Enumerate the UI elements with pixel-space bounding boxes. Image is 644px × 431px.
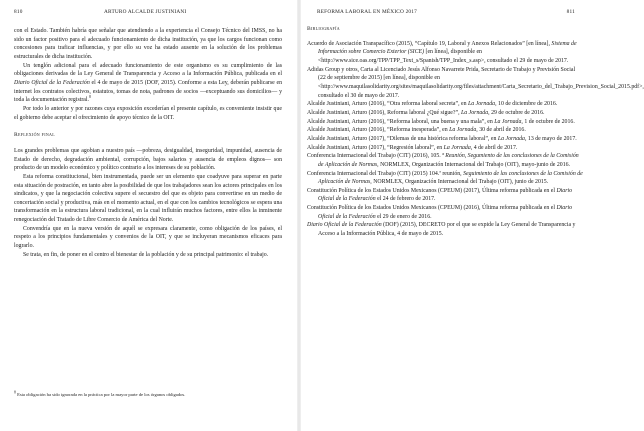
footnote-text: Esta obligación ha sido ignorada en la práctica por la mayor parte de los órganos obligados. [17,392,186,397]
entry-text: Constitución Política de los Estados Unidos Mexicanos (CPEUM) (2016), Última reforma publicada en el [307,205,557,212]
footnote-marker: 8 [88,95,91,100]
page-number: 811 [566,9,575,15]
entry-text: Alcalde Justiniani, Arturo (2017), “Dilemas de una histórica reforma laboral”, en [307,135,498,142]
left-body [14,27,282,259]
bibliography-entry [307,170,583,187]
entry-text: , 30 de abril de 2016. [476,127,526,134]
running-title: ARTURO ALCALDE JUSTINIANI [104,9,187,15]
entry-italic: Diario Oficial de la Federación [318,205,573,220]
paragraph-text: el 4 de mayo de 2015 (DOF, 2015). Conforme a esta Ley, deberán publicarse en internet los contratos colectivos, estatutos, tomas de nota, padrones de socios —exceptuando sus domicilios— y toda la documentación registral. [14,79,283,104]
bibliography-entry [307,152,583,169]
entry-italic: ª Reunión, Segumiento de las conclusiones de la Comisión de Aplicación de Normas [318,153,579,168]
entry-text: , 10 de diciembre de 2016. [495,101,558,108]
paragraph [14,62,282,105]
bibliography-entry [307,187,583,204]
entry-italic: La Jornada [497,135,525,142]
running-title: REFORMA LABORAL EN MÉXICO 2017 [317,9,417,15]
paragraph: Se trata, en fin, de poner en el centro el bienestar de la población y de su principal patrimonio: el trabajo. [23,251,269,258]
bibliography-entry [307,221,583,238]
bibliography-list [307,40,644,239]
paragraph: Esta reforma constitucional, bien instrumentada, puede ser un elemento que coadyuve para superar en parte esta situación de postración, en tanto abre la posibilidad de que los trabajadores sean los actores principales en los sindicatos, y que la negociación colectiva supere el secuestro del que es objeto para convertirse en un medio de concertación social y productiva, más en el momento actual, en el que con los cambios tecnológicos se espera una transformación en la estructura laboral tradicional, en la cual influirán muchos factores, entre ellos la inminente renegociación del Tratado de Libre Comercio de América del Norte. [14,173,282,224]
bibliography-entry [307,109,583,118]
entry-italic: Diario Oficial de la Federación [307,222,382,229]
entry-text: (DOF) (2015), DECRETO por el que se expide la Ley General de Transparencia y Acceso a la Información Pública, 4 de mayo de 2015. [318,222,576,238]
entry-italic: Sistema de Información sobre Comercio Exterior (SICE) [318,40,577,56]
footnote-number: 8 [14,390,16,395]
section-title: Bibliografía [307,26,340,32]
right-body [307,25,644,239]
entry-text: , NORMLEX, Organización Internacional del Trabajo (OIT), junio de 2015. [370,179,549,186]
entry-text: Alcalde Justiniani, Arturo (2016), “Reforma inesperada”, en [307,127,450,134]
entry-text: el 29 de enero de 2016. [375,213,432,220]
entry-text: Conferencia Internacional del Trabajo (CIT) (2016), 105. [307,153,443,160]
page-number: 810 [14,9,23,15]
entry-italic: Diario Oficial de la Federación [318,187,573,203]
entry-italic: La Jornada [467,101,496,108]
section-title: Reflexión final [14,132,55,139]
entry-italic: La Jornada [449,127,477,134]
entry-italic: Seguimiento de las conclusiones de la Comisión de Aplicación de Normas [318,170,583,186]
right-header [317,9,587,17]
left-header [14,9,284,17]
left-page [0,0,292,431]
bibliography-entry [307,118,583,127]
bibliography-entry [307,204,583,221]
paragraph: Convendría que en la nueva versión de aquél se expresara claramente, como obligación de los países, el respeto a los principios fundamentales y convenios de la OIT, y que se incluyeran mecanismos eficaces para lograrlo. [14,225,282,250]
entry-text: Alcalde Justiniani, Arturo (2016), Reforma laboral ¿Qué sigue?”, [307,109,462,116]
right-page [303,0,644,431]
paragraph: Los grandes problemas que agobian a nuestro país —pobreza, desigualdad, inseguridad, impunidad, ausencia de Estado de derecho, degradación ambiental, corrupción, bajos salarios y ausencia de empleos dignos— son producto de un modelo económico y político contrario a los intereses de su población. [14,147,282,172]
bibliography-entry [307,100,583,109]
entry-text: , 29 de octubre de 2016. [488,109,545,116]
paragraph-text: Un tenglón adicional para el adecuado funcionamiento de este organismo es su cumplimiento de las obligaciones derivadas de la Ley General de Transparencia y Acceso a la Información Pública, publicada en el [14,62,282,78]
entry-text: Conferencia Internacional del Trabajo (CIT) (2015) 104.ª reunión, [307,170,464,177]
bibliography-entry [307,40,583,66]
entry-text: Alcalde Justiniani, Arturo (2017), “Regresión laboral”, en [307,144,444,151]
entry-text: , 4 de abril de 2017. [470,144,518,151]
paragraph: Por todo lo anterior y por razones cuya exposición excederían el presente capítulo, es conveniente insistir que el gobierno debe aceptar el ofrecimiento de apoyo técnico de la OIT. [14,105,282,121]
entry-text: Adidas Group y otros, Carta al Licenciado Jesús Alfonso Navarrete Prida, Secretario de Trabajo y Previsión Social (22 de septiembre de 2015) [en línea], disponible en <http://www.maquilasolidarity.org/sites/maquilasolidarity.org/files/attachment/Carta_Secretario_del_Trabajo_Prevision_Social_2015.pdf>, consultado el 30 de mayo de 2017. [307,66,644,99]
entry-text: Alcalde Justiniani, Arturo (2016), “Otra reforma laboral secreta”, en [307,101,468,108]
entry-text: [en línea], disponible en <http://www.sice.oas.org/TPP/TPP_Text_s/Spanish/TPP_Index_s.asp>, consultado el 29 de mayo de 2017. [318,49,569,64]
entry-text: , 1 de octubre de 2016. [521,118,575,125]
entry-italic: La Jornada [443,144,471,151]
bibliography-entry [307,66,644,101]
entry-text: Constitución Política de los Estados Unidos Mexicanos (CPEUM) (2017), Última reforma publicada en el [307,187,557,194]
entry-italic: La Jornada [461,109,489,116]
italic-title: Diario Oficial de la Federación [14,79,90,86]
entry-text: , 13 de mayo de 2017. [524,135,577,142]
footnote [14,392,282,398]
entry-text: Alcalde Justiniani, Arturo (2016), “Reforma laboral, una buena y una mala”, en [307,118,495,125]
entry-text: , NORMLEX, Organización Internacional del Trabajo (OIT), mayo-junio de 2016. [377,161,570,168]
entry-italic: La Jornada [494,118,522,125]
bibliography-entry [307,135,583,144]
paragraph: con el Estado. También habría que señalar que atendiendo a la experiencia el Consejo Técnico del IMSS, no ha sido un factor positivo para el adecuado funcionamiento de dicha institución, ya que los cargos funcionan como concesiones para traficar influencias, y por ello su voz ha estado ausente en la solución de los problemas estructurales de dicha institución. [14,28,282,60]
entry-text: Acuerdo de Asociación Transpacífico (2015), “Capítulo 19, Laboral y Anexos Relacionados” [en línea], [307,40,552,47]
bibliography-entry [307,126,583,135]
bibliography-entry [307,144,583,153]
entry-text: el 24 de febrero de 2017. [375,196,436,203]
book-gutter [297,0,301,431]
